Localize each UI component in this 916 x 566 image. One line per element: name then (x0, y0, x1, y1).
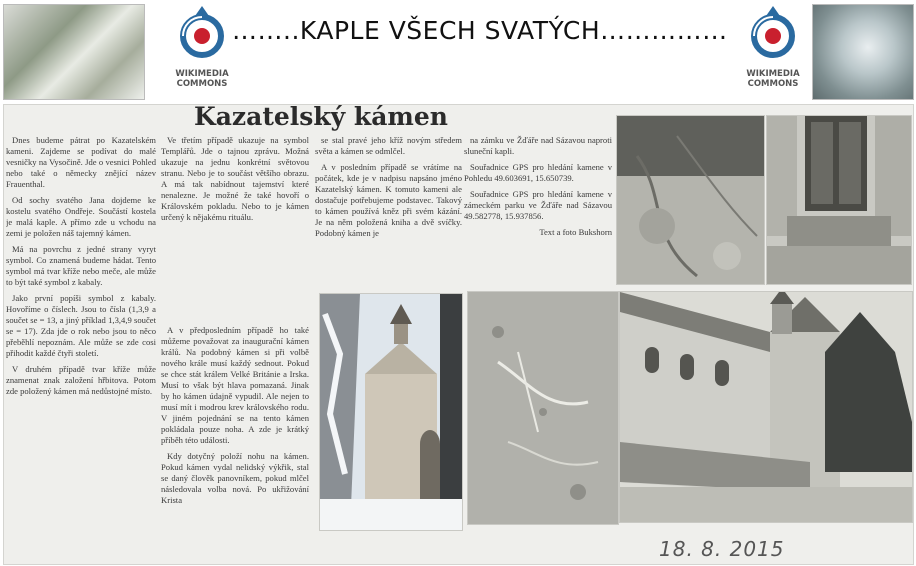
photo-credit: Text a foto Bukshorn (539, 227, 612, 237)
article-column-1 (6, 135, 156, 555)
winter-church-photo (319, 293, 463, 531)
banner (0, 0, 916, 102)
article-paragraph: V druhém případě tvar kříže může znamenat znak založení hřbitova. Potom zde položený kámen má nedůstojné místo. (6, 364, 156, 396)
article-paragraph: A v posledním případě se vrátíme na počátek, kde je v nadpisu napsáno jméno Kazatelský kámen. K tomuto kameni ale dostačuje potřebujeme podstavec. Takový to kámen používá kněz při svém kázání. Je na něm položená kniha a dvě svíčky. Podobný kámen je (315, 162, 462, 238)
logo-left-text-1: WIKIMEDIA (175, 69, 229, 79)
wikimedia-commons-logo-left[interactable] (162, 2, 242, 98)
article-paragraph: Dnes budeme pátrat po Kazatelském kameni. Zajdeme se podívat do malé vesničky na Vysočině. Jde o vesnici Pohled nebo také o německy znějící název Frauenthal. (6, 135, 156, 189)
wikimedia-commons-logo-right[interactable] (733, 2, 813, 98)
logo-left-text-2: COMMONS (176, 79, 228, 89)
article-paragraph: na zámku ve Žďáře nad Sázavou naproti sluneční kapli. (464, 135, 612, 156)
article-paragraph: Má na povrchu z jedné strany vyryt symbol. Co znamená budeme hádat. Tento symbol má tvar kříže nebo meče, ale může to být také symbol z kabaly. (6, 244, 156, 287)
logo-right-text-2: COMMONS (747, 79, 799, 89)
stone-closeup-photo (616, 115, 765, 285)
article-headline: Kazatelský kámen (194, 104, 448, 131)
article-column-2 (161, 135, 309, 305)
banner-title: ……..KAPLE VŠECH SVATÝCH…………… (232, 16, 728, 45)
article-column-3 (315, 135, 462, 305)
newspaper-clipping (3, 104, 914, 565)
article-paragraph: Souřadnice GPS pro hledání kamene v Pohledu 49.603691, 15.650739. (464, 162, 612, 183)
article-paragraph: Od sochy svatého Jana dojdeme ke kostelu svatého Ondřeje. Součástí kostela je malá kaple. A přímo zde u vchodu na zemi je položen náš tajemný kámen. (6, 195, 156, 238)
handwritten-date: 18. 8. 2015 (659, 537, 785, 561)
article-column-4 (464, 135, 612, 295)
church-photo (619, 291, 913, 523)
logo-right-text-1: WIKIMEDIA (746, 69, 800, 79)
article-paragraph: Jako první popíši symbol z kabaly. Hovoříme o číslech. Jsou to čísla (1,3,9 a součet se = 13, a jiný příklad 1,3,4,9 součet se = 17). Zda jde o rok nebo jsou to něco přeběhlí nepoznám. Ale může se zde cosi přihodit každé čtyři století. (6, 293, 156, 358)
article-paragraph: Souřadnice GPS pro hledání kamene v zámeckém parku ve Žďáře nad Sázavou 49.582778, 15.937856. (464, 189, 612, 221)
thumbnail-right-image[interactable] (812, 4, 914, 100)
stone-symbol-photo (467, 291, 619, 525)
thumbnail-left-image[interactable] (3, 4, 145, 100)
chapel-door-photo (766, 115, 912, 285)
article-column-2b (161, 325, 309, 550)
article-paragraph: A v předposledním případě ho také můžeme považovat za inaugurační kámen králů. Na podobný kámen si při volbě nového krále musí každý sednout. Pokud se chce stát králem Velké Británie a Irska. Musí to však být hlava pomazaná. Jinak by ho kámen údajně vypudil. Ale nejen to musí mít i modrou krev královského rodu. V jiném pojednání se na tento kámen pokládala pouze noha. A zde je krátký příběh této události. (161, 325, 309, 445)
article-paragraph: Kdy dotyčný položí nohu na kámen. Pokud kámen vydal nelidský výkřik, stal se daný člověk panovníkem, pokud mlčel následovala volba nová. Po ukřižování Krista (161, 451, 309, 505)
article-paragraph: Ve třetím případě ukazuje na symbol Templářů. Jde o tajnou zprávu. Možná ukazuje na jednu konkrétní světovou stranu. Nebo je to součást většího obrazu. A má tak nabídnout tajemství které nenalezne. Je možné že také hovoří o Královském pokladu. Nebo to je kámen určený k nějakému rituálu. (161, 135, 309, 222)
article-paragraph: se stal pravé jeho kříž novým středem světa a kámen se odmlčel. (315, 135, 462, 156)
